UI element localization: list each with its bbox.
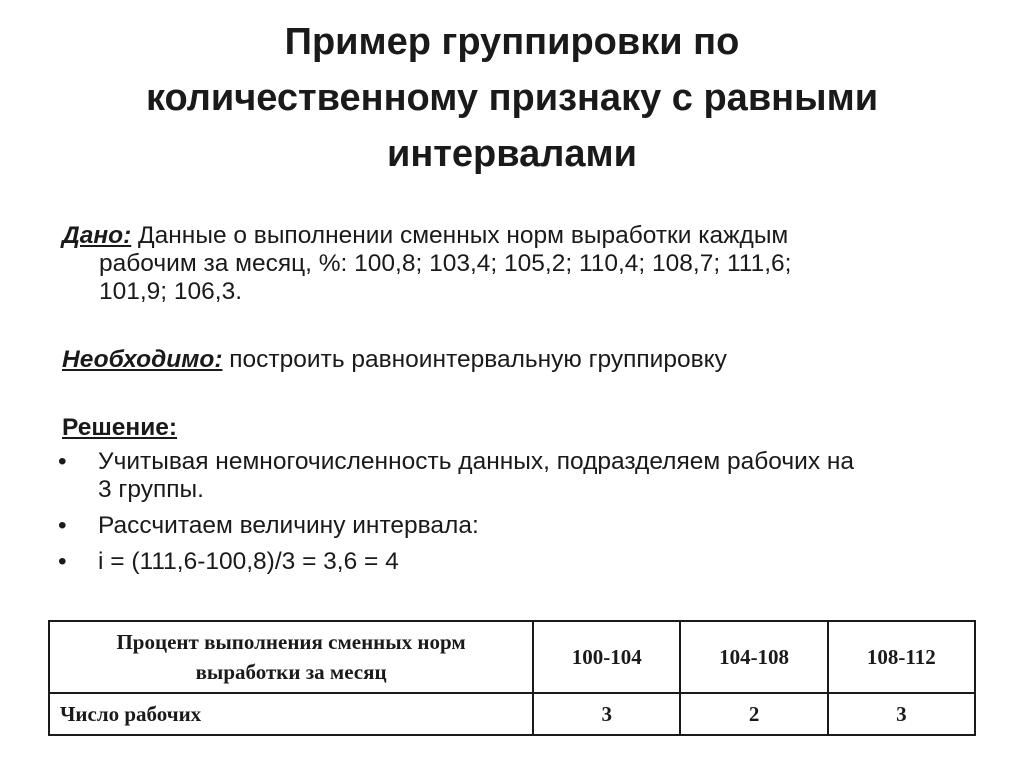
table-cell-label: Число рабочих xyxy=(49,693,533,735)
grouping-table xyxy=(48,620,976,736)
header-first-line-1: Процент выполнения сменных норм xyxy=(116,630,466,654)
solution-heading xyxy=(62,414,992,442)
list-item-text: i = (111,6-100,8)/3 = 3,6 = 4 xyxy=(98,548,399,575)
given-text-1: Данные о выполнении сменных норм выработки каждым xyxy=(131,222,789,249)
table-header-cell: 108-112 xyxy=(828,621,975,693)
given-label: Дано: xyxy=(62,222,132,249)
solution-label: Решение: xyxy=(62,414,178,441)
list-item xyxy=(58,548,998,576)
table-header-cell: 100-104 xyxy=(533,621,680,693)
list-item-text: Рассчитаем величину интервала: xyxy=(98,512,479,539)
list-item xyxy=(58,448,998,504)
table-cell: 3 xyxy=(533,693,680,735)
slide-title xyxy=(40,14,984,182)
title-line-3: интервалами xyxy=(386,133,637,175)
required-label: Необходимо: xyxy=(62,346,223,373)
table-header-cell: 104-108 xyxy=(680,621,827,693)
title-line-1: Пример группировки по xyxy=(284,21,740,63)
table-header-row xyxy=(49,621,975,693)
bullet-icon: • xyxy=(58,448,67,475)
table-cell: 2 xyxy=(680,693,827,735)
list-item-text-line-2: 3 группы. xyxy=(98,476,204,503)
header-first-line-2: выработки за месяц xyxy=(195,660,387,684)
given-text-3: 101,9; 106,3. xyxy=(99,278,243,305)
table-row xyxy=(49,693,975,735)
required-paragraph xyxy=(62,346,992,374)
required-text: построить равноинтервальную группировку xyxy=(222,346,727,373)
given-paragraph xyxy=(62,222,992,306)
table-cell: 3 xyxy=(828,693,975,735)
bullet-icon: • xyxy=(58,548,67,575)
given-text-2: рабочим за месяц, %: 100,8; 103,4; 105,2; 110,4; 108,7; 111,6; xyxy=(99,250,792,277)
list-item-text-line-1: Учитывая немногочисленность данных, подразделяем рабочих на xyxy=(98,448,855,475)
bullet-icon: • xyxy=(58,512,67,539)
list-item xyxy=(58,512,998,540)
solution-list xyxy=(58,448,998,584)
table-header-cell xyxy=(49,621,533,693)
title-line-2: количественному признаку с равными xyxy=(145,77,879,119)
